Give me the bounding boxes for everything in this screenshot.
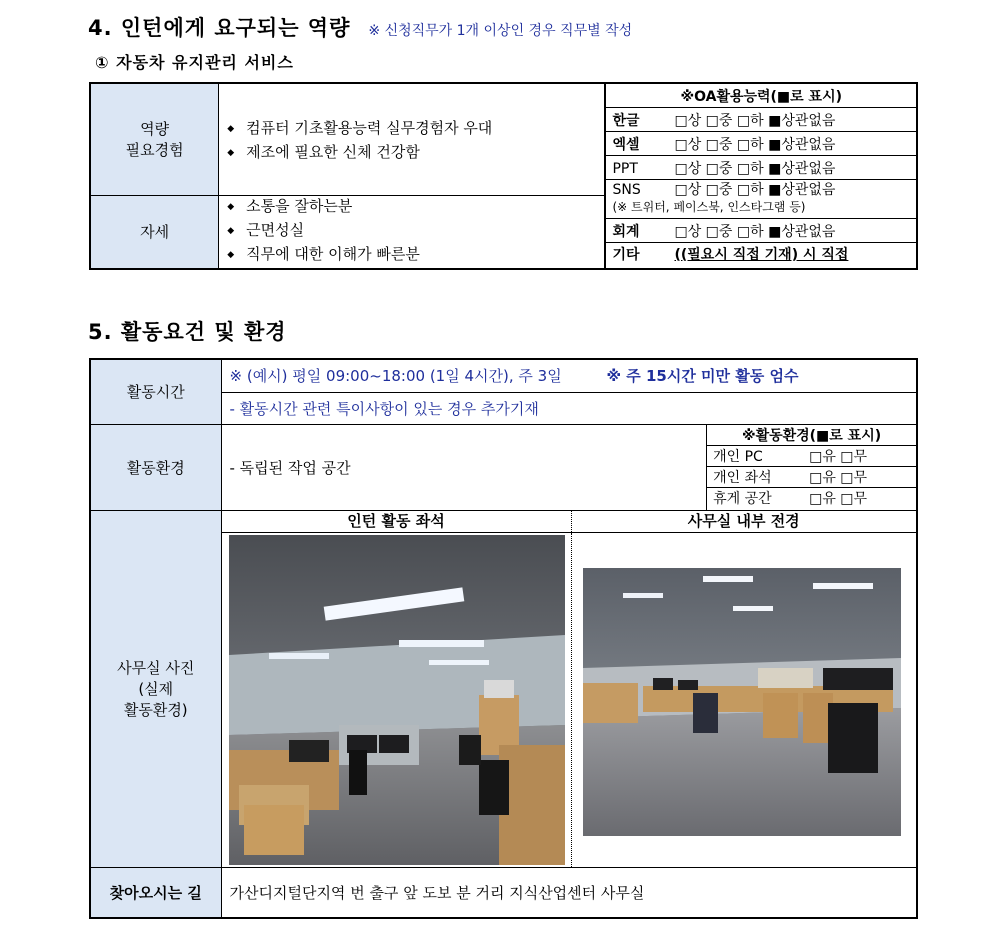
oa-row-name: 한글 xyxy=(612,112,640,129)
oa-skill-title: ※OA활용능력(■로 표시) xyxy=(606,84,916,108)
environment-box xyxy=(707,424,917,510)
directions-text: 가산디지털단지역 번 출구 앞 도보 분 거리 지식산업센터 사무실 xyxy=(221,867,917,918)
list-item: ◆ 소통을 잘하는분 xyxy=(227,196,604,220)
photos-label-line2: (실제 xyxy=(138,680,174,698)
oa-row-name: PPT xyxy=(612,160,638,177)
directions-label: 찾아오시는 길 xyxy=(90,867,221,918)
oa-skill-cell xyxy=(605,83,917,269)
list-item: ◆ 컴퓨터 기초활용능력 실무경험자 우대 xyxy=(227,118,604,142)
env-row-rest xyxy=(707,487,916,508)
photos-label-line1: 사무실 사진 xyxy=(117,659,195,677)
hours-example: ※ (예시) 평일 09:00~18:00 (1일 4시간), 주 3일 xyxy=(229,367,562,386)
hours-label: 활동시간 xyxy=(90,359,221,424)
oa-row-accounting xyxy=(606,219,916,243)
environment-box-title: ※활동환경(■로 표시) xyxy=(707,425,916,446)
oa-row-value: □상 □중 □하 ■상관없음 xyxy=(674,136,836,153)
environment-label: 활동환경 xyxy=(90,424,221,510)
attitude-label: 자세 xyxy=(90,195,219,269)
section5-title: 5. 활동요건 및 환경 xyxy=(88,320,287,344)
environment-text: - 독립된 작업 공간 xyxy=(221,424,707,510)
oa-row-sub: (※ 트위터, 페이스북, 인스타그램 등) xyxy=(612,200,806,214)
office-seat-photo xyxy=(229,535,565,865)
attitude-items xyxy=(219,195,606,269)
list-item: ◆ 직무에 대한 이해가 빠른분 xyxy=(227,244,604,268)
section4-heading xyxy=(88,12,632,42)
env-row-name: 개인 좌석 xyxy=(713,469,772,486)
photo-right-title: 사무실 내부 전경 xyxy=(687,511,800,530)
env-row-seat xyxy=(707,466,916,487)
oa-row-sns xyxy=(606,180,916,219)
env-row-name: 개인 PC xyxy=(713,448,763,465)
experience-label xyxy=(90,83,219,195)
section4-title: 4. 인턴에게 요구되는 역량 xyxy=(88,16,351,40)
oa-row-value: □상 □중 □하 ■상관없음 xyxy=(674,223,836,240)
oa-row-value: □상 □중 □하 ■상관없음 xyxy=(674,182,836,198)
oa-row-excel xyxy=(606,132,916,156)
hours-line2: - 활동시간 관련 특이사항이 있는 경우 추가기재 xyxy=(221,392,917,424)
experience-label-line2: 필요경험 xyxy=(125,141,184,160)
env-row-name: 휴게 공간 xyxy=(713,490,772,507)
oa-row-name: 엑셀 xyxy=(612,136,640,153)
list-item: ◆ 제조에 필요한 신체 건강함 xyxy=(227,142,604,166)
env-row-value: □유 □무 xyxy=(809,448,868,465)
photos-cell xyxy=(221,510,917,867)
oa-row-value: □상 □중 □하 ■상관없음 xyxy=(674,112,836,129)
oa-row-name: 기타 xyxy=(612,247,640,263)
photos-label xyxy=(90,510,221,867)
photos-label-line3: 활동환경) xyxy=(123,701,188,719)
env-row-pc xyxy=(707,445,916,466)
section4-note: ※ 신청직무가 1개 이상인 경우 직무별 작성 xyxy=(368,23,633,39)
list-item: ◆ 근면성실 xyxy=(227,220,604,244)
env-row-value: □유 □무 xyxy=(809,490,868,507)
oa-row-name: SNS xyxy=(612,182,641,198)
oa-row-ppt xyxy=(606,156,916,180)
experience-label-line1: 역량 xyxy=(140,120,170,139)
section4-subtitle: ① 자동차 유지관리 서비스 xyxy=(95,53,294,72)
photo-left-title: 인턴 활동 좌석 xyxy=(222,511,572,532)
hours-limit-note: ※ 주 15시간 미만 활동 엄수 xyxy=(606,367,799,386)
hours-line1 xyxy=(221,359,917,392)
oa-row-value: □상 □중 □하 ■상관없음 xyxy=(674,160,836,177)
experience-items xyxy=(219,83,606,195)
env-row-value: □유 □무 xyxy=(809,469,868,486)
oa-row-value: ((필요시 직접 기재) 시 직접 xyxy=(674,247,849,263)
oa-row-hangul xyxy=(606,108,916,132)
oa-row-other xyxy=(606,243,916,266)
oa-row-name: 회계 xyxy=(612,223,640,240)
office-interior-photo xyxy=(583,568,901,836)
competency-table xyxy=(89,82,918,270)
environment-table xyxy=(89,358,918,919)
